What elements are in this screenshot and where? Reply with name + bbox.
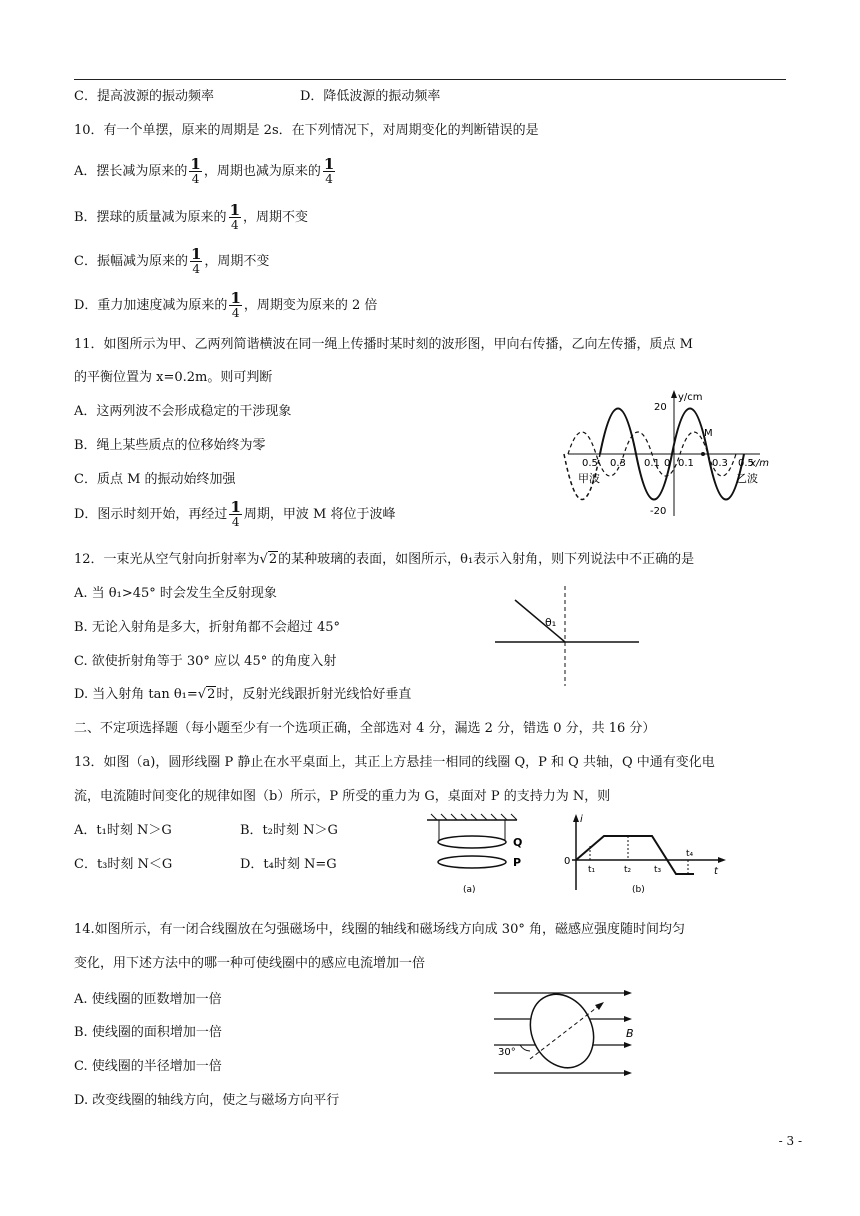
current-graph-b — [548, 812, 728, 898]
y-axis-arrow — [671, 390, 677, 398]
label-t4: t₄ — [686, 849, 694, 859]
q13-stem-1: 13．如图（a)，圆形线圈 P 静止在水平桌面上，其正上方悬挂一相同的线圈 Q，P 和 Q 共轴，Q 中通有变化电 — [74, 755, 715, 770]
page-number: - 3 - — [778, 1134, 802, 1148]
q10-d-text: D．重力加速度减为原来的 — [74, 298, 228, 313]
q11-option-d — [74, 500, 395, 529]
q12-option-d — [74, 686, 411, 704]
q11-stem-2: 的平衡位置为 x=0.2m。则可判断 — [74, 370, 273, 385]
label-jia-wave: 甲波 — [578, 472, 600, 485]
fraction: $\frac{1}{4}$ — [190, 155, 201, 186]
q13-option-c: C．t₃时刻 N＜G — [74, 857, 173, 872]
label-b-field: B — [626, 1027, 634, 1040]
x-axis-label: x/m — [750, 458, 770, 469]
fraction: $\frac{1}{4}$ — [230, 289, 241, 320]
tick-label: 0.3 — [712, 458, 728, 469]
angle-arc — [520, 1045, 530, 1051]
q11-option-c: C．质点 M 的振动始终加强 — [74, 472, 236, 487]
label-origin: 0 — [564, 856, 571, 867]
q12-d-pre: D. 当入射角 tan θ₁= — [74, 687, 198, 702]
coil-p — [438, 856, 506, 868]
q10-a-mid: ，周期也减为原来的 — [203, 164, 321, 179]
q11-option-b: B．绳上某些质点的位移始终为零 — [74, 438, 266, 453]
tick-label: 0.1 — [678, 458, 694, 469]
fraction: $\frac{1}{4}$ — [190, 245, 202, 276]
q10-option-a — [74, 157, 337, 186]
q11-option-a: A．这两列波不会形成稳定的干涉现象 — [74, 404, 292, 419]
q14-stem-1: 14.如图所示，有一闭合线圈放在匀强磁场中，线圈的轴线和磁场线方向成 30° 角，磁感应强度随时间均匀 — [74, 922, 685, 937]
label-t3: t₃ — [654, 865, 662, 875]
q14-option-b: B. 使线圈的面积增加一倍 — [74, 1025, 222, 1040]
label-b: (b) — [632, 885, 645, 895]
label-m: M — [704, 428, 713, 439]
y-axis-label: y/cm — [678, 392, 703, 403]
ceiling-hatch — [431, 814, 517, 820]
label-t2: t₂ — [624, 865, 632, 875]
header-rule — [74, 79, 786, 80]
q10-c-post: ，周期不变 — [204, 254, 270, 269]
q10-option-b — [74, 203, 308, 232]
q13-stem-2: 流，电流随时间变化的规律如图（b）所示，P 所受的重力为 G，桌面对 P 的支持力为 N，则 — [74, 789, 611, 804]
q10-a-text: A．摆长减为原来的 — [74, 164, 188, 179]
sqrt: √2 — [259, 552, 278, 567]
label-p: P — [513, 856, 522, 869]
q13-option-b: B．t₂时刻 N＞G — [240, 823, 338, 838]
y-top-label: 20 — [654, 402, 667, 413]
q9-option-d: D．降低波源的振动频率 — [300, 89, 441, 104]
q12-stem-post: 的某种玻璃的表面，如图所示，θ₁表示入射角，则下列说法中不正确的是 — [278, 552, 695, 567]
t-axis-arrow — [718, 857, 726, 863]
q13-option-d: D．t₄时刻 N=G — [240, 857, 337, 872]
q13-option-a: A．t₁时刻 N＞G — [74, 823, 172, 838]
q12-option-a: A. 当 θ₁>45° 时会发生全反射现象 — [74, 586, 277, 601]
q12-stem — [74, 551, 694, 569]
q10-option-c — [74, 247, 269, 276]
q14-option-a: A. 使线圈的匝数增加一倍 — [74, 992, 222, 1007]
wave-figure — [560, 388, 770, 520]
label-t: t — [714, 866, 718, 877]
angle-label: 30° — [498, 1047, 516, 1058]
q12-option-c: C. 欲使折射角等于 30° 应以 45° 的角度入射 — [74, 654, 337, 669]
closed-coil — [519, 985, 605, 1078]
label-i: i — [580, 814, 583, 825]
q10-stem: 10．有一个单摆，原来的周期是 2s．在下列情况下，对周期变化的判断错误的是 — [74, 123, 539, 138]
q12-stem-pre: 12．一束光从空气射向折射率为 — [74, 552, 260, 567]
coil-field-figure — [490, 985, 640, 1085]
q11-d-post: 周期，甲波 M 将位于波峰 — [243, 507, 396, 522]
tick-label: 0.3 — [610, 458, 626, 469]
q10-c-text: C．振幅减为原来的 — [74, 254, 188, 269]
tick-label: 0.1 — [644, 458, 660, 469]
fraction: $\frac{1}{4}$ — [229, 201, 240, 232]
i-axis-arrow — [573, 814, 579, 822]
coil-q — [438, 836, 506, 848]
fraction: $\frac{1}{4}$ — [230, 498, 241, 529]
refraction-figure — [495, 586, 645, 688]
y-bottom-label: -20 — [650, 506, 667, 517]
incident-ray — [515, 600, 565, 642]
label-t1: t₁ — [588, 865, 596, 875]
label-yi-wave: 乙波 — [736, 472, 758, 485]
q10-b-text: B．摆球的质量减为原来的 — [74, 210, 227, 225]
q14-option-d: D. 改变线圈的轴线方向，使之与磁场方向平行 — [74, 1093, 340, 1108]
q12-d-post: 时，反射光线跟折射光线恰好垂直 — [216, 687, 412, 702]
tick-label: 0.5 — [582, 458, 598, 469]
label-q: Q — [513, 836, 523, 849]
section-2-heading: 二、不定项选择题（每小题至少有一个选项正确，全部选对 4 分，漏选 2 分，错选 0 分，共 16 分） — [74, 721, 656, 736]
coil-figure-a — [425, 812, 537, 898]
q10-d-post: ，周期变为原来的 2 倍 — [243, 298, 378, 313]
q14-stem-2: 变化，用下述方法中的哪一种可使线圈中的感应电流增加一倍 — [74, 956, 426, 971]
label-a: (a) — [463, 885, 476, 895]
q10-b-post: ，周期不变 — [243, 210, 309, 225]
tick-label: 0 — [664, 458, 671, 469]
theta-label: θ₁ — [545, 616, 557, 629]
tick-label: 0.5 — [738, 458, 754, 469]
q11-d-text: D．图示时刻开始，再经过 — [74, 507, 228, 522]
coil-axis-arrow — [595, 1002, 604, 1010]
q12-option-b: B. 无论入射角是多大，折射角都不会超过 45° — [74, 620, 340, 635]
q11-stem-1: 11．如图所示为甲、乙两列简谐横波在同一绳上传播时某时刻的波形图，甲向右传播，乙向左传播，质点 M — [74, 337, 693, 352]
sqrt: √2 — [197, 687, 216, 702]
q10-option-d — [74, 291, 377, 320]
fraction: $\frac{1}{4}$ — [323, 155, 335, 186]
q9-option-c: C．提高波源的振动频率 — [74, 89, 214, 104]
q14-option-c: C. 使线圈的半径增加一倍 — [74, 1059, 222, 1074]
point-m — [701, 452, 705, 456]
